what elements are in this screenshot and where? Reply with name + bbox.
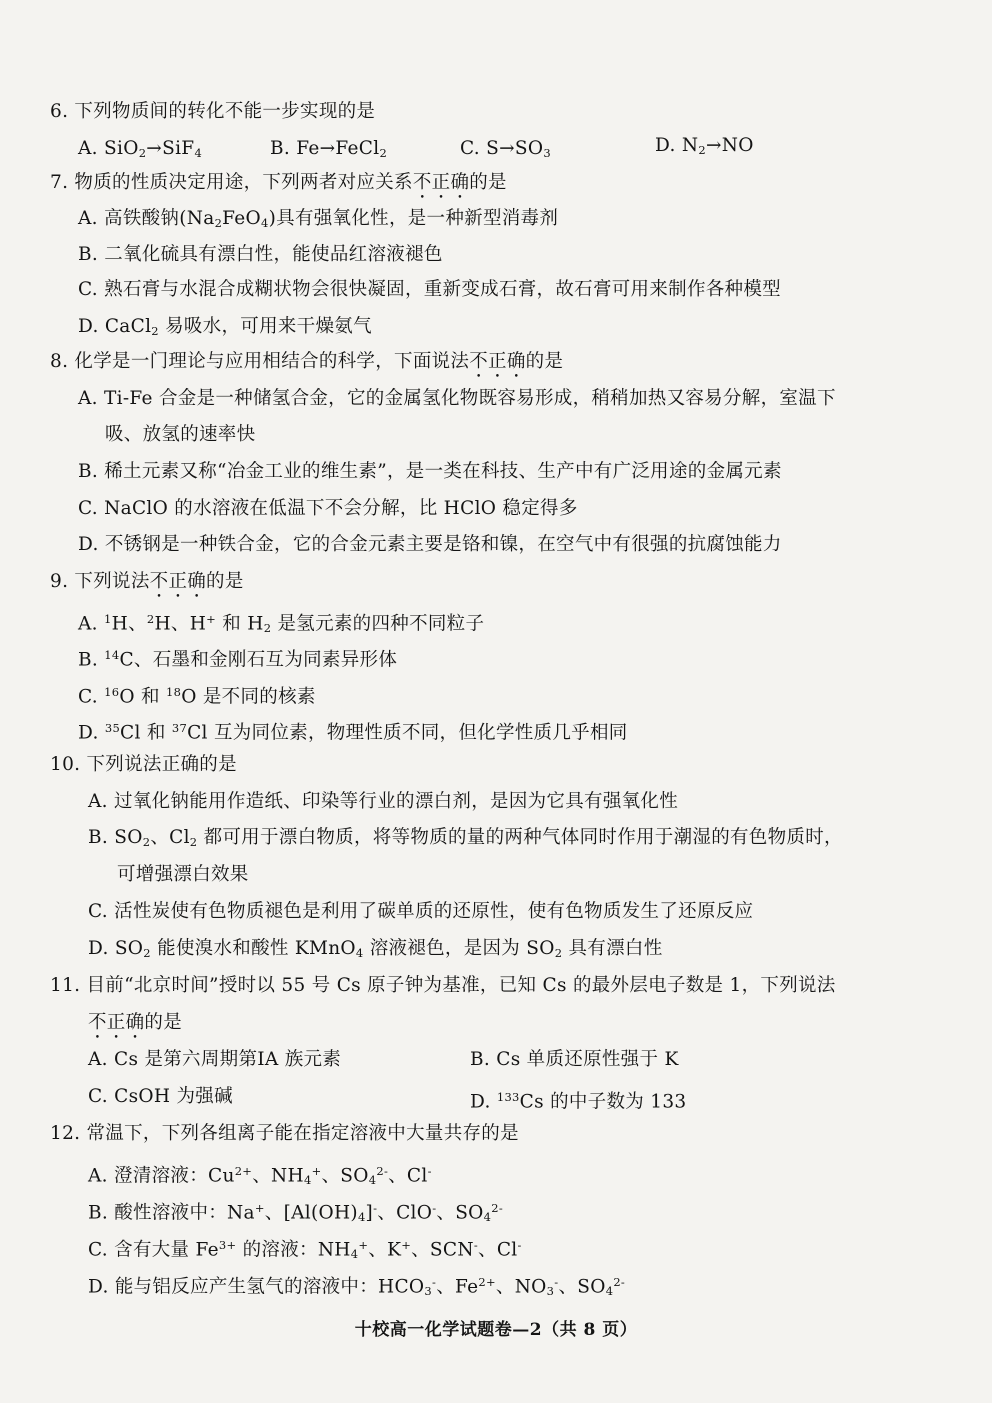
q12-b-sub2: 4 [483,1210,492,1225]
q7-d-pre: D. CaCl [78,316,152,337]
q9-b-sup: 14 [104,648,120,662]
q9-c-sup2: 18 [166,685,182,699]
q8-option-a-line1 [78,387,836,411]
q6-a-text: A. SiO [78,138,139,159]
q11-option-b [470,1048,679,1072]
q6-stem [50,100,375,124]
q12-a-m3: 、Cl [388,1165,428,1187]
q11-stem1-text: 11. 目前“北京时间”授时以 55 号 Cs 原子钟为基准，已知 Cs 的最外层电子数是 1，下列说法 [50,975,836,996]
q12-d-m2: 、NO [495,1276,547,1298]
q9-emphasis: 不正确 [149,571,207,592]
q10-b2-text: 可增强漂白效果 [117,864,249,885]
q9-a-m3: 和 H [216,613,264,635]
q9-b-pre: B. [78,649,105,671]
q9-d-post: Cl 互为同位素，物理性质不同，但化学性质几乎相同 [187,722,628,744]
q6-c-sub: 3 [543,145,551,160]
q9-d-sup1: 35 [104,721,121,735]
q12-a-sup4: - [427,1164,432,1178]
q8-a2-text: 吸、放氢的速率快 [105,424,256,445]
q8-option-d [78,533,782,557]
q11-c-text: C. CsOH 为强碱 [88,1086,233,1107]
q12-d-sup1: - [432,1275,437,1289]
q9-option-c [78,680,316,709]
q8-stem-post: 的是 [525,351,564,372]
q12-a-sup1: 2+ [234,1164,253,1178]
q7-stem-post: 的是 [469,172,507,193]
q10-stem [50,753,237,777]
q9-option-d [78,716,628,745]
q9-d-pre: D. [78,722,105,744]
q10-b-post: 都可用于漂白物质，将等物质的量的两种气体同时作用于潮湿的有色物质时， [197,827,843,848]
q12-stem-text: 12. 常温下，下列各组离子能在指定溶液中大量共存的是 [50,1123,519,1144]
q10-d-sub1: 2 [143,945,151,960]
q9-option-a [78,607,484,640]
q7-a-pre: A. 高铁酸钠(Na [78,208,215,229]
q11-a-text: A. Cs 是第六周期第ⅠA 族元素 [88,1049,342,1070]
q12-c-sup5: - [517,1238,522,1252]
q12-c-m1: 的溶液：NH [236,1239,351,1261]
q12-d-sub1: 3 [424,1284,432,1299]
q7-d-sub: 2 [151,323,159,338]
q7-b-text: B. 二氧化硫具有漂白性，能使品红溶液褪色 [78,244,443,265]
q10-option-b-line2 [117,863,249,887]
q10-d-m2: 溶液褪色，是因为 SO [363,938,555,959]
q11-option-d [470,1085,686,1114]
q7-stem-pre: 7. 物质的性质决定用途，下列两者对应关系 [50,172,413,193]
q9-c-m: O 和 [119,686,167,708]
q7-option-a [78,207,558,235]
q12-c-sup4: - [473,1238,479,1252]
q12-a-sub2: 4 [368,1173,377,1188]
q12-b-sup2: - [373,1201,378,1215]
page-footer: 十校高一化学试题卷—2（共 8 页） [354,1320,638,1340]
q9-stem [50,570,244,602]
q12-d-sup4: 2- [613,1275,626,1289]
q12-a-pre: A. 澄清溶液：Cu [88,1165,235,1187]
q8-a1-text: A. Ti-Fe 合金是一种储氢合金，它的金属氢化物既容易形成，稍稍加热又容易分解，室温下 [78,388,836,409]
q7-option-c [78,278,781,302]
q12-c-m2: 、K [368,1239,402,1261]
q6-option-a [78,137,202,165]
q6-b-sub: 2 [379,145,388,160]
q10-option-c [88,900,753,924]
q12-a-sup2: + [311,1164,322,1178]
q7-emphasis: 不正确 [412,172,470,193]
q10-d-m1: 能使溴水和酸性 KMnO [150,938,356,959]
q7-a-mid: FeO [222,208,262,229]
q9-b-post: C、石墨和金刚石互为同素异形体 [119,649,398,671]
q6-d-text: D. N [655,135,699,156]
q12-b-sup3: - [432,1201,437,1215]
q7-d-post: 易吸水，可用来干燥氨气 [158,316,372,337]
q11-d-post: Cs 的中子数为 133 [519,1091,687,1113]
q9-a-sub: 2 [263,621,272,636]
q12-b-sub1: 4 [357,1210,366,1225]
q6-option-c [460,137,551,165]
q9-a-m1: H、 [111,613,147,635]
q9-c-pre: C. [78,686,105,708]
q9-d-m: Cl 和 [120,722,172,744]
q7-a-sub2: 4 [261,215,269,230]
q12-b-m3: 、ClO [377,1202,433,1224]
q9-d-sup2: 37 [171,721,188,735]
q12-option-c [88,1233,522,1266]
q10-d-sub3: 2 [554,945,563,960]
q12-c-sup3: + [401,1238,412,1252]
q9-a-sup3: + [206,612,217,626]
q9-a-sup1: 1 [104,612,112,626]
q10-b-sub2: 2 [189,834,198,849]
q11-d-pre: D. [470,1091,497,1113]
q7-a-post: )具有强氧化性，是一种新型消毒剂 [268,208,559,229]
q10-d-sub2: 4 [355,945,364,960]
q9-a-post: 是氢元素的四种不同粒子 [271,613,485,635]
q6-a-sub2: 4 [194,145,203,160]
q11-stem-line2 [88,1011,182,1043]
q12-d-sub2: 3 [546,1284,555,1299]
q7-option-b [78,243,443,267]
q12-b-sup1: + [254,1201,265,1215]
q12-stem [50,1122,519,1146]
q12-c-sup1: 3+ [218,1238,237,1252]
q12-d-sup2: 2+ [478,1275,496,1289]
q12-b-sup4: 2- [491,1201,504,1215]
q8-stem [50,350,563,382]
q12-option-d [88,1270,625,1303]
q10-option-b-line1 [88,826,843,854]
q10-a-text: A. 过氧化钠能用作造纸、印染等行业的漂白剂，是因为它具有强氧化性 [88,791,679,812]
q10-b-pre: B. SO [88,827,143,848]
q12-b-m4: 、SO [436,1202,484,1224]
q11-stem-line1 [50,974,836,998]
q12-d-sub3: 4 [605,1284,614,1299]
q9-a-pre: A. [78,613,105,635]
q12-c-sup2: + [358,1238,369,1252]
q9-c-sup1: 16 [104,685,120,699]
q12-c-sub1: 4 [350,1247,359,1262]
q6-option-d [655,134,754,162]
q12-a-sub1: 4 [303,1173,312,1188]
q12-d-m3: 、SO [558,1276,606,1298]
q12-b-pre: B. 酸性溶液中：Na [88,1202,255,1224]
q10-b-m: 、Cl [150,827,190,848]
q12-d-pre: D. 能与铝反应产生氢气的溶液中：HCO [88,1276,425,1298]
q12-d-m1: 、Fe [436,1276,479,1298]
q6-option-b [270,137,387,165]
q6-d-sub: 2 [698,142,706,157]
q12-c-pre: C. 含有大量 Fe [88,1239,219,1261]
q6-stem-text: 6. 下列物质间的转化不能一步实现的是 [50,101,376,122]
q12-c-m4: 、Cl [478,1239,518,1261]
q11-stem2-post: 的是 [144,1012,183,1033]
q12-a-sup3: 2- [376,1164,389,1178]
q9-a-sup2: 2 [146,612,155,626]
q8-option-c [78,497,578,521]
q7-a-sub1: 2 [214,215,223,230]
q11-b-text: B. Cs 单质还原性强于 K [470,1049,679,1070]
q6-b-text: B. Fe→FeCl [270,138,380,159]
q9-a-m2: H、H [154,613,207,635]
q11-option-c [88,1085,233,1109]
q8-d-text: D. 不锈钢是一种铁合金，它的合金元素主要是铬和镍，在空气中有很强的抗腐蚀能力 [78,534,782,555]
q8-option-a-line2 [105,423,255,447]
q12-a-m2: 、SO [321,1165,369,1187]
q12-option-b [88,1196,503,1229]
q8-stem-pre: 8. 化学是一门理论与应用相结合的科学，下面说法 [50,351,470,372]
q9-stem-post: 的是 [206,571,244,592]
q9-stem-pre: 9. 下列说法 [50,571,150,592]
q12-option-a [88,1159,432,1192]
q10-stem-text: 10. 下列说法正确的是 [50,754,237,775]
q11-option-a [88,1048,341,1072]
q12-c-m3: 、SCN [411,1239,474,1261]
q10-b-sub1: 2 [142,834,151,849]
q12-a-m1: 、NH [252,1165,304,1187]
q6-a-sub1: 2 [138,145,147,160]
q9-option-b [78,643,397,672]
q8-c-text: C. NaClO 的水溶液在低温下不会分解，比 HClO 稳定得多 [78,498,578,519]
q10-option-d [88,937,663,965]
q9-c-post: O 是不同的核素 [181,686,316,708]
q8-option-b [78,460,782,484]
q11-emphasis: 不正确 [88,1012,145,1033]
q6-d-tail: →NO [705,135,754,156]
q7-option-d [78,315,372,343]
q8-b-text: B. 稀土元素又称“冶金工业的维生素”，是一类在科技、生产中有广泛用途的金属元素 [78,461,782,482]
q12-b-m2: ] [365,1202,374,1224]
q10-d-post: 具有漂白性 [562,938,663,959]
q10-d-pre: D. SO [88,938,144,959]
q7-stem [50,171,507,203]
q8-emphasis: 不正确 [469,351,526,372]
q11-d-sup: 133 [496,1090,520,1104]
q12-b-m1: 、[Al(OH) [264,1202,358,1224]
q6-c-text: C. S→SO [460,138,544,159]
q10-option-a [88,790,678,814]
q10-c-text: C. 活性炭使有色物质褪色是利用了碳单质的还原性，使有色物质发生了还原反应 [88,901,754,922]
q12-d-sup3: - [554,1275,559,1289]
q7-c-text: C. 熟石膏与水混合成糊状物会很快凝固，重新变成石膏，故石膏可用来制作各种模型 [78,279,781,300]
q6-a-mid: →SiF [146,138,195,159]
